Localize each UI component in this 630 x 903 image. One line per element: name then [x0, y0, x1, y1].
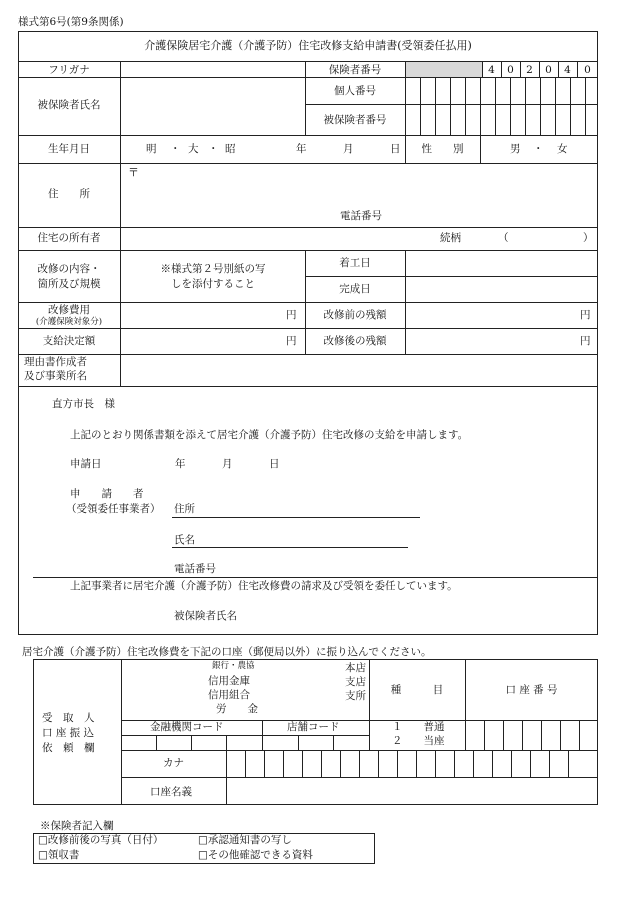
institution-code-label: 金融機関コード: [150, 721, 224, 733]
insurer-section-title: ※保険者記入欄: [40, 820, 114, 832]
addressee: 直方市長 様: [52, 398, 115, 410]
relation-paren-open: （: [498, 232, 509, 244]
content-label-line1: 改修の内容・: [37, 263, 101, 275]
balance-before-yen: 円: [580, 309, 591, 321]
reason-author-input[interactable]: [121, 355, 598, 386]
owner-label: 住宅の所有者: [37, 232, 101, 244]
address-label: 住 所: [48, 188, 90, 200]
bank-side-label-1: 受 取 人: [42, 712, 95, 724]
application-statement: 上記のとおり関係書類を添えて居宅介護（介護予防）住宅改修の支給を申請します。: [70, 429, 469, 441]
balance-before-label: 改修前の残額: [323, 309, 387, 321]
insured-name-input[interactable]: [121, 78, 305, 135]
payment-amount-label: 支給決定額: [42, 335, 96, 347]
balance-after-label: 改修後の残額: [323, 335, 387, 347]
bank-side-label-3: 依 頼 欄: [42, 742, 95, 754]
era-showa[interactable]: 昭: [225, 143, 236, 155]
account-type-checking[interactable]: ２ 当座: [392, 735, 445, 747]
check-receipt[interactable]: □領収書: [38, 849, 80, 861]
payment-yen: 円: [286, 335, 297, 347]
gender-female[interactable]: 女: [557, 143, 568, 155]
gender-male[interactable]: 男: [510, 143, 521, 155]
cost-label-line2: (介護保険対象分): [35, 317, 103, 327]
delegation-statement: 上記事業者に居宅介護（介護予防）住宅改修費の請求及び受領を委任しています。: [70, 580, 458, 592]
inst-shinkumi[interactable]: 信用組合: [208, 689, 250, 701]
application-month-unit: 月: [222, 458, 233, 470]
check-photos[interactable]: □改修前後の写真（日付）: [38, 834, 164, 846]
cost-yen: 円: [286, 309, 297, 321]
content-note-line2: しを添付すること: [171, 278, 255, 290]
branch-code-label: 店舗コード: [287, 721, 340, 733]
kana-label: カナ: [163, 757, 184, 769]
account-number-label: 口 座 番 号: [505, 684, 558, 696]
applicant-address-label: 住所: [174, 503, 195, 515]
relation-paren-close: ）: [583, 232, 594, 244]
account-type-ordinary[interactable]: １ 普通: [392, 721, 445, 733]
application-date-label: 申請日: [70, 458, 102, 470]
payment-amount-input[interactable]: [121, 329, 286, 354]
bank-instruction: 居宅介護（介護予防）住宅改修費を下記の口座（郵便局以外）に振り込んでください。: [22, 646, 432, 658]
insurer-digit: 2: [526, 64, 533, 76]
cost-input[interactable]: [121, 303, 286, 328]
address-input[interactable]: [121, 164, 598, 209]
application-day-unit: 日: [269, 458, 280, 470]
owner-input[interactable]: [121, 228, 431, 250]
insurer-digit: 0: [584, 64, 591, 76]
era-meiji[interactable]: 明: [146, 143, 157, 155]
personal-number-input[interactable]: [406, 78, 598, 104]
applicant-sublabel: （受領委任事業者）: [66, 503, 161, 515]
check-other-docs[interactable]: □その他確認できる資料: [198, 849, 313, 861]
applicant-name-label: 氏名: [174, 534, 195, 546]
furigana-label: フリガナ: [48, 64, 90, 76]
insurer-digit: 0: [545, 64, 552, 76]
insured-number-input[interactable]: [406, 105, 598, 135]
reason-label-line2: 及び事業所名: [24, 370, 87, 382]
insured-name-label: 被保険者氏名: [37, 99, 101, 111]
account-holder-input[interactable]: [227, 778, 598, 805]
birth-day-unit: 日: [390, 143, 401, 155]
bank-side-label-2: 口 座 振 込: [42, 727, 95, 739]
application-year-unit: 年: [175, 458, 186, 470]
birth-date-label: 生年月日: [48, 143, 90, 155]
start-date-label: 着工日: [339, 257, 371, 269]
era-taisho[interactable]: 大: [188, 143, 199, 155]
account-holder-label: 口座名義: [150, 786, 192, 798]
insured-number-label: 被保険者番号: [323, 114, 387, 126]
applicant-phone-label: 電話番号: [174, 563, 216, 575]
balance-before-input[interactable]: [406, 303, 578, 328]
insurer-digit: 4: [564, 64, 571, 76]
era-separator: ・: [208, 143, 219, 155]
postal-mark: 〒: [128, 166, 139, 179]
era-separator: ・: [170, 143, 181, 155]
applicant-name-input[interactable]: [200, 530, 408, 547]
balance-after-yen: 円: [580, 335, 591, 347]
reason-label-line1: 理由書作成者: [24, 356, 87, 368]
delegator-name-label: 被保険者氏名: [174, 610, 237, 622]
applicant-label: 申 請 者: [70, 488, 144, 500]
insurer-digit: 0: [507, 64, 514, 76]
gender-label: 性 別: [421, 143, 464, 155]
branch-branch[interactable]: 支店: [345, 676, 366, 688]
inst-roukin[interactable]: 労 金: [216, 703, 258, 715]
complete-date-label: 完成日: [339, 283, 371, 295]
inst-shinkin[interactable]: 信用金庫: [208, 675, 250, 687]
branch-office[interactable]: 支所: [345, 690, 366, 702]
insurer-digit: 4: [488, 64, 495, 76]
insurer-number-label: 保険者番号: [328, 64, 382, 76]
birth-year-unit: 年: [296, 143, 307, 155]
check-approval-copy[interactable]: □承認通知書の写し: [198, 834, 292, 846]
branch-main[interactable]: 本店: [345, 662, 366, 674]
balance-after-input[interactable]: [406, 329, 578, 354]
account-type-label: 種 目: [390, 684, 444, 696]
institution-name-input[interactable]: [122, 660, 207, 720]
form-number-note: 様式第6号(第9条関係): [18, 16, 124, 28]
delegator-name-input[interactable]: [252, 606, 552, 624]
personal-number-label: 個人番号: [334, 85, 376, 97]
applicant-address-input[interactable]: [200, 500, 420, 517]
branch-name-input[interactable]: [262, 660, 342, 720]
furigana-input[interactable]: [121, 62, 305, 77]
complete-date-input[interactable]: [406, 277, 598, 302]
gender-separator: ・: [533, 143, 544, 155]
address-phone-label: 電話番号: [340, 210, 382, 222]
content-note-line1: ※様式第２号別紙の写: [160, 263, 266, 275]
inst-bank-agri[interactable]: 銀行・農協: [212, 661, 255, 671]
content-label-line2: 箇所及び規模: [37, 278, 101, 290]
birth-month-unit: 月: [343, 143, 354, 155]
relation-label: 続柄: [440, 232, 461, 244]
form-title: 介護保険居宅介護（介護予防）住宅改修支給申請書(受領委任払用): [144, 39, 472, 52]
start-date-input[interactable]: [406, 251, 598, 276]
cost-label-line1: 改修費用: [48, 304, 90, 316]
